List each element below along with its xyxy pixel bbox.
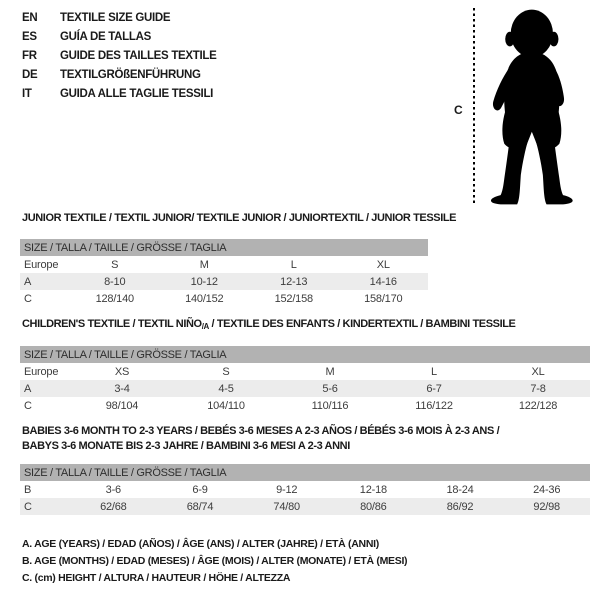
size-header-bar: SIZE / TALLA / TAILLE / GRÖSSE / TAGLIA [20,464,590,481]
babies-section-title [22,424,499,454]
age-cell: 10-12 [190,275,218,288]
children-size-table [20,346,590,414]
age-cell: 9-12 [276,483,298,496]
age-cell: 4-5 [218,382,234,395]
age-cell: 3-6 [105,483,121,496]
table-row-age-months [20,481,590,498]
lang-row-fr [22,47,217,66]
height-cell: 80/86 [360,500,387,513]
lang-title: GUÍA DE TALLAS [60,31,151,43]
table-row-europe [20,363,590,380]
row-label: Europe [24,365,59,378]
age-cell: 24-36 [533,483,561,496]
height-cell: 62/68 [100,500,127,513]
age-cell: 18-24 [446,483,474,496]
size-cell: L [290,258,297,271]
title-subscript: /A [201,322,209,331]
lang-code: FR [22,50,37,62]
row-label: B [24,483,32,496]
size-cell: M [325,365,335,378]
row-label: Europe [24,258,59,271]
baby-silhouette-icon [482,6,578,208]
lang-title: TEXTILGRÖßENFÜHRUNG [60,69,201,81]
table-row-europe [20,256,428,273]
age-cell: 12-13 [280,275,308,288]
height-cell: 74/80 [273,500,300,513]
table-row-age [20,380,590,397]
height-cell: 86/92 [446,500,474,513]
lang-row-es [22,28,217,47]
lang-title: TEXTILE SIZE GUIDE [60,12,171,24]
height-cell: 122/128 [518,399,558,412]
lang-code: ES [22,31,37,43]
lang-code: DE [22,69,38,81]
height-dashed-line [473,8,475,206]
row-label: C [24,399,32,412]
age-cell: 8-10 [104,275,126,288]
size-cell: L [431,365,437,378]
height-cell: 104/110 [207,399,245,412]
note-age-months: B. AGE (MONTHS) / EDAD (MESES) / ÂGE (MOIS) / ALTER (MONATE) / ETÀ (MESI) [22,555,408,567]
height-cell: 116/122 [415,399,453,412]
lang-code: EN [22,12,38,24]
table-row-height [20,397,590,414]
row-label: A [24,382,32,395]
height-cell: 68/74 [186,500,214,513]
junior-size-table [20,239,428,307]
age-cell: 7-8 [530,382,546,395]
lang-row-it [22,85,217,104]
row-label: C [24,292,32,305]
size-cell: S [222,365,230,378]
row-label: C [24,500,32,513]
age-cell: 6-9 [192,483,208,496]
legend-notes [22,536,407,587]
babies-size-table [20,464,590,515]
size-header-bar: SIZE / TALLA / TAILLE / GRÖSSE / TAGLIA [20,346,590,363]
lang-row-de [22,66,217,85]
note-height-cm: C. (cm) HEIGHT / ALTURA / HAUTEUR / HÖHE / ALTEZZA [22,572,291,584]
size-header-bar: SIZE / TALLA / TAILLE / GRÖSSE / TAGLIA [20,239,428,256]
height-figure [440,0,600,215]
table-row-height [20,498,590,515]
size-cell: M [199,258,209,271]
note-age-years: A. AGE (YEARS) / EDAD (AÑOS) / ÂGE (ANS) / ALTER (JAHRE) / ETÀ (ANNI) [22,538,379,550]
size-cell: XL [376,258,390,271]
title-part: / TEXTILE DES ENFANTS / KINDERTEXTIL / BAMBINI TESSILE [208,318,516,330]
size-cell: XS [114,365,130,378]
height-measure-label: C [454,103,463,117]
babies-title-line2: BABYS 3-6 MONATE BIS 2-3 JAHRE / BAMBINI 3-6 MESI A 2-3 ANNI [22,440,350,452]
height-cell: 140/152 [185,292,224,305]
language-header [22,9,217,104]
height-cell: 98/104 [105,399,139,412]
age-cell: 5-6 [322,382,338,395]
height-cell: 110/116 [311,399,349,412]
lang-code: IT [22,88,32,100]
table-row-age [20,273,428,290]
height-cell: 128/140 [95,292,134,305]
lang-title: GUIDE DES TAILLES TEXTILE [60,50,217,62]
junior-section-title: JUNIOR TEXTILE / TEXTIL JUNIOR/ TEXTILE JUNIOR / JUNIORTEXTIL / JUNIOR TESSILE [22,212,457,224]
title-part: CHILDREN'S TEXTILE / TEXTIL NIÑO [22,318,202,330]
age-cell: 3-4 [114,382,130,395]
size-cell: S [111,258,119,271]
table-row-height [20,290,428,307]
lang-row-en [22,9,217,28]
height-cell: 158/170 [364,292,403,305]
lang-title: GUIDA ALLE TAGLIE TESSILI [60,88,214,100]
age-cell: 12-18 [359,483,387,496]
row-label: A [24,275,32,288]
children-section-title [22,317,516,334]
height-cell: 92/98 [533,500,560,513]
babies-title-line1: BABIES 3-6 MONTH TO 2-3 YEARS / BEBÉS 3-6 MESES A 2-3 AÑOS / BÉBÉS 3-6 MOIS À 2-3 ANS / [22,425,500,437]
height-cell: 152/158 [274,292,313,305]
size-cell: XL [531,365,545,378]
age-cell: 14-16 [369,275,397,288]
age-cell: 6-7 [426,382,442,395]
